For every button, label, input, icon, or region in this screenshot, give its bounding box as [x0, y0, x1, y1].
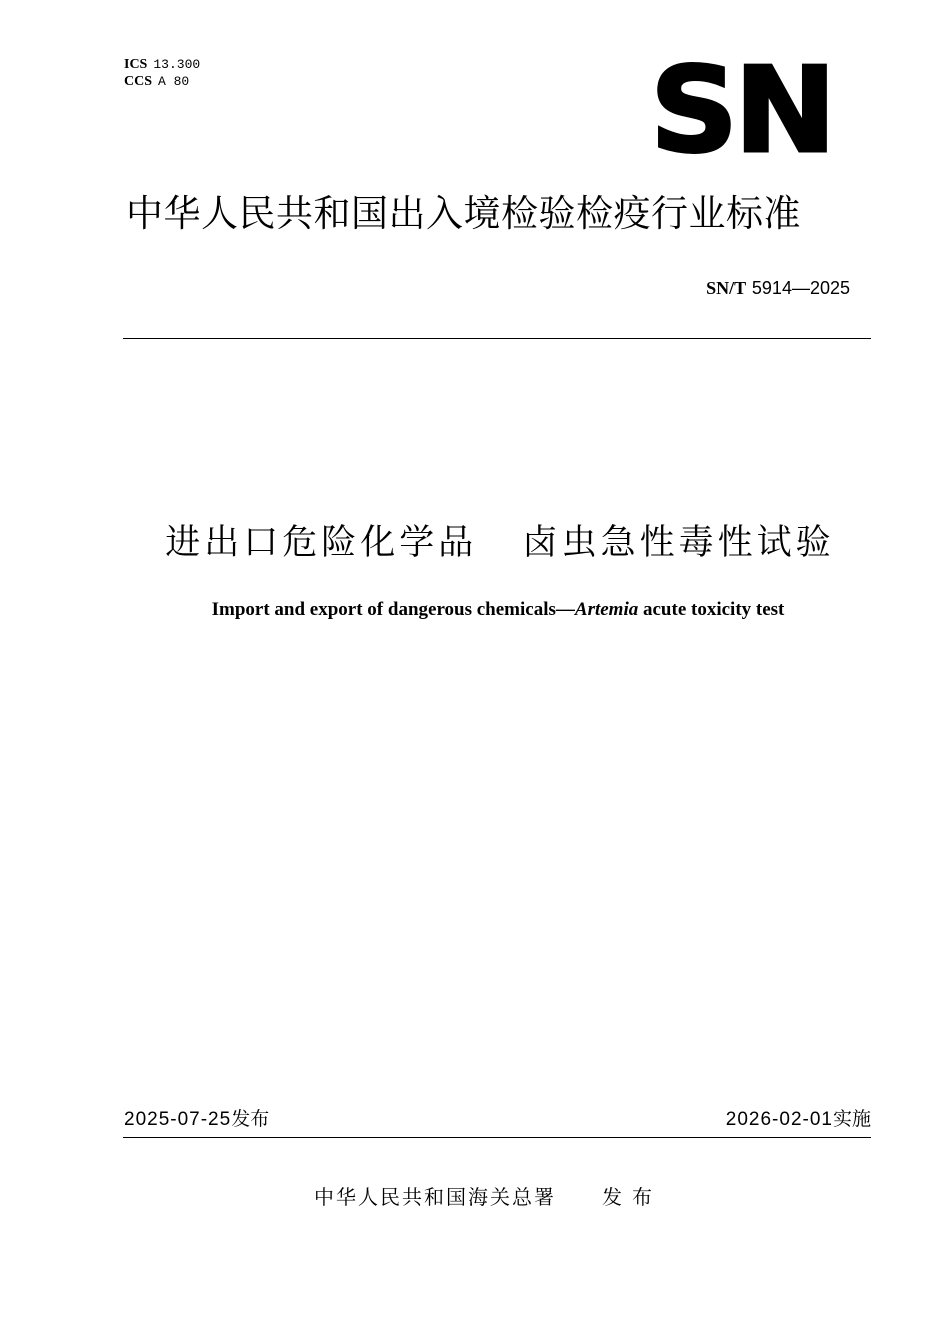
ics-value: 13.300: [153, 57, 201, 72]
footer-divider: [123, 1137, 871, 1138]
issue-date-label: 发布: [231, 1108, 270, 1130]
issue-date: [124, 1106, 269, 1133]
document-title-english: [0, 597, 950, 623]
standard-number: [706, 276, 850, 301]
effective-date-label: 实施: [832, 1108, 871, 1130]
sn-logo: SN: [650, 43, 833, 180]
standard-category-title: 中华人民共和国出入境检验检疫行业标准: [126, 192, 801, 235]
title-english-tail: acute toxicity test: [638, 599, 785, 620]
ccs-value: A 80: [158, 74, 190, 89]
standard-number-prefix: SN/T: [706, 278, 747, 298]
effective-date: [726, 1106, 871, 1133]
ccs-label: CCS: [124, 74, 153, 89]
publisher: [314, 1183, 662, 1211]
document-title-chinese: 进出口危险化学品 卤虫急性毒性试验: [165, 523, 835, 563]
title-english-main: Import and export of dangerous chemicals—: [211, 599, 575, 620]
effective-date-value: 2026-02-01: [725, 1109, 833, 1130]
title-english-italic: Artemia: [574, 599, 639, 620]
header-divider: [123, 338, 871, 339]
ccs-code: [124, 73, 200, 90]
ics-label: ICS: [124, 57, 148, 72]
publisher-action: 发布: [602, 1185, 662, 1209]
classification-codes: [124, 56, 200, 90]
issue-date-value: 2025-07-25: [124, 1109, 232, 1130]
publisher-name: 中华人民共和国海关总署: [314, 1185, 556, 1209]
standard-number-value: 5914—2025: [751, 278, 850, 298]
ics-code: [124, 56, 200, 73]
